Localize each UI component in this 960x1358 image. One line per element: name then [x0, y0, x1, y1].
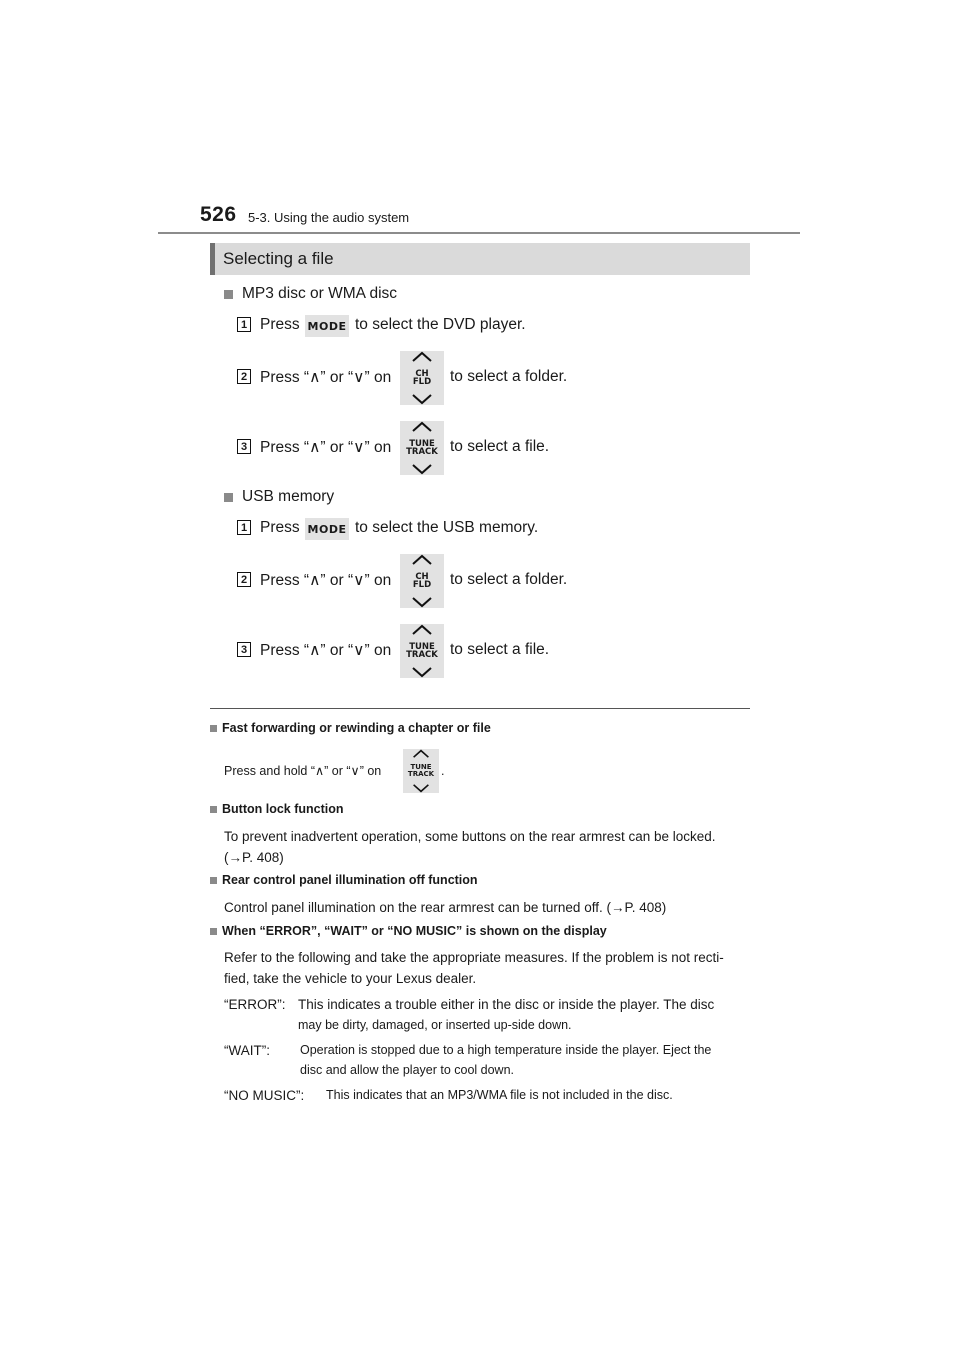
chevron-up-icon — [411, 421, 433, 432]
note-heading-display — [210, 924, 607, 938]
step-text: to select a folder. — [450, 368, 568, 385]
square-bullet-icon — [210, 725, 217, 732]
step-text: to select a file. — [450, 438, 550, 455]
step-number: 1 — [237, 317, 251, 332]
nomusic-text: This indicates that an MP3/WMA file is not included in the disc. — [326, 1088, 673, 1102]
rocker-label: TUNE TRACK — [406, 641, 438, 660]
note-heading-text: When “ERROR”, “WAIT” or “NO MUSIC” is shown on the display — [222, 924, 607, 938]
chevron-down-icon — [411, 394, 433, 405]
section-title: Selecting a file — [223, 249, 334, 268]
error-text: This indicates a trouble either in the disc or inside the player. The disc — [298, 997, 715, 1012]
tune-track-button-icon — [400, 421, 444, 475]
notes-rule — [210, 708, 750, 709]
chevron-up-icon — [411, 351, 433, 362]
chapter-title: 5-3. Using the audio system — [248, 210, 410, 225]
step-text: Press — [260, 519, 300, 536]
tune-track-button-icon — [400, 624, 444, 678]
chevron-up-icon — [412, 749, 430, 758]
note-text: . — [441, 764, 445, 778]
step-number: 1 — [237, 520, 251, 535]
wait-label: “WAIT”: — [224, 1043, 270, 1058]
usb-heading — [224, 488, 334, 506]
wait-text: disc and allow the player to cool down. — [300, 1063, 515, 1077]
note-text: Refer to the following and take the appropriate measures. If the problem is not recti- — [224, 950, 724, 965]
error-text: may be dirty, damaged, or inserted up-side down. — [298, 1018, 572, 1032]
step-text: Press “∧” or “∨” on — [260, 642, 392, 659]
nomusic-label: “NO MUSIC”: — [224, 1088, 305, 1103]
rocker-label: CH FLD — [412, 571, 432, 590]
square-bullet-icon — [210, 806, 217, 813]
rocker-label: TUNE TRACK — [407, 763, 435, 778]
step-text: Press “∧” or “∨” on — [260, 439, 392, 456]
step-number: 3 — [237, 642, 251, 657]
mp3-heading-text: MP3 disc or WMA disc — [242, 285, 398, 302]
step-text: to select a file. — [450, 641, 550, 658]
mode-button-icon: MODE — [305, 518, 349, 540]
note-text: fied, take the vehicle to your Lexus dealer. — [224, 971, 477, 986]
chevron-down-icon — [411, 464, 433, 475]
note-heading-text: Button lock function — [222, 802, 344, 816]
step-number: 3 — [237, 439, 251, 454]
note-text: To prevent inadvertent operation, some buttons on the rear armrest can be locked. — [224, 829, 716, 844]
section-header — [210, 243, 750, 275]
rocker-label: TUNE TRACK — [406, 438, 438, 457]
note-text: Press and hold “∧” or “∨” on — [224, 764, 382, 778]
chevron-up-icon — [411, 624, 433, 635]
mp3-heading — [224, 285, 397, 303]
chevron-up-icon — [411, 554, 433, 565]
step-text: Press “∧” or “∨” on — [260, 369, 392, 386]
note-heading-text: Rear control panel illumination off function — [222, 873, 478, 887]
step-text: to select a folder. — [450, 571, 568, 588]
step-text: to select the USB memory. — [355, 519, 539, 536]
square-bullet-icon — [210, 928, 217, 935]
step-text: to select the DVD player. — [355, 316, 526, 333]
usb-heading-text: USB memory — [242, 488, 335, 505]
chevron-down-icon — [412, 784, 430, 793]
wait-text: Operation is stopped due to a high temperature inside the player. Eject the — [300, 1043, 712, 1057]
chevron-down-icon — [411, 667, 433, 678]
tune-track-button-icon — [403, 749, 439, 793]
section-header-bar — [210, 243, 215, 275]
note-text: (→P. 408) — [224, 850, 284, 865]
nomusic-entry — [224, 1085, 748, 1107]
error-entry — [224, 994, 748, 1038]
note-heading-lock — [210, 802, 344, 816]
step-number: 2 — [237, 369, 251, 384]
note-heading-fast — [210, 721, 491, 735]
square-bullet-icon — [224, 290, 233, 299]
chevron-down-icon — [411, 597, 433, 608]
square-bullet-icon — [224, 493, 233, 502]
header-rule — [158, 232, 800, 234]
error-label: “ERROR”: — [224, 997, 286, 1012]
wait-entry — [224, 1040, 748, 1084]
ch-fld-button-icon — [400, 554, 444, 608]
ch-fld-button-icon — [400, 351, 444, 405]
page-number: 526 — [200, 203, 237, 226]
note-text: Control panel illumination on the rear armrest can be turned off. (→P. 408) — [224, 900, 667, 915]
note-heading-illumination — [210, 873, 478, 887]
square-bullet-icon — [210, 877, 217, 884]
step-text: Press — [260, 316, 300, 333]
step-number: 2 — [237, 572, 251, 587]
mode-button-icon: MODE — [305, 315, 349, 337]
note-heading-text: Fast forwarding or rewinding a chapter or file — [222, 721, 491, 735]
rocker-label: CH FLD — [412, 368, 432, 387]
step-text: Press “∧” or “∨” on — [260, 572, 392, 589]
